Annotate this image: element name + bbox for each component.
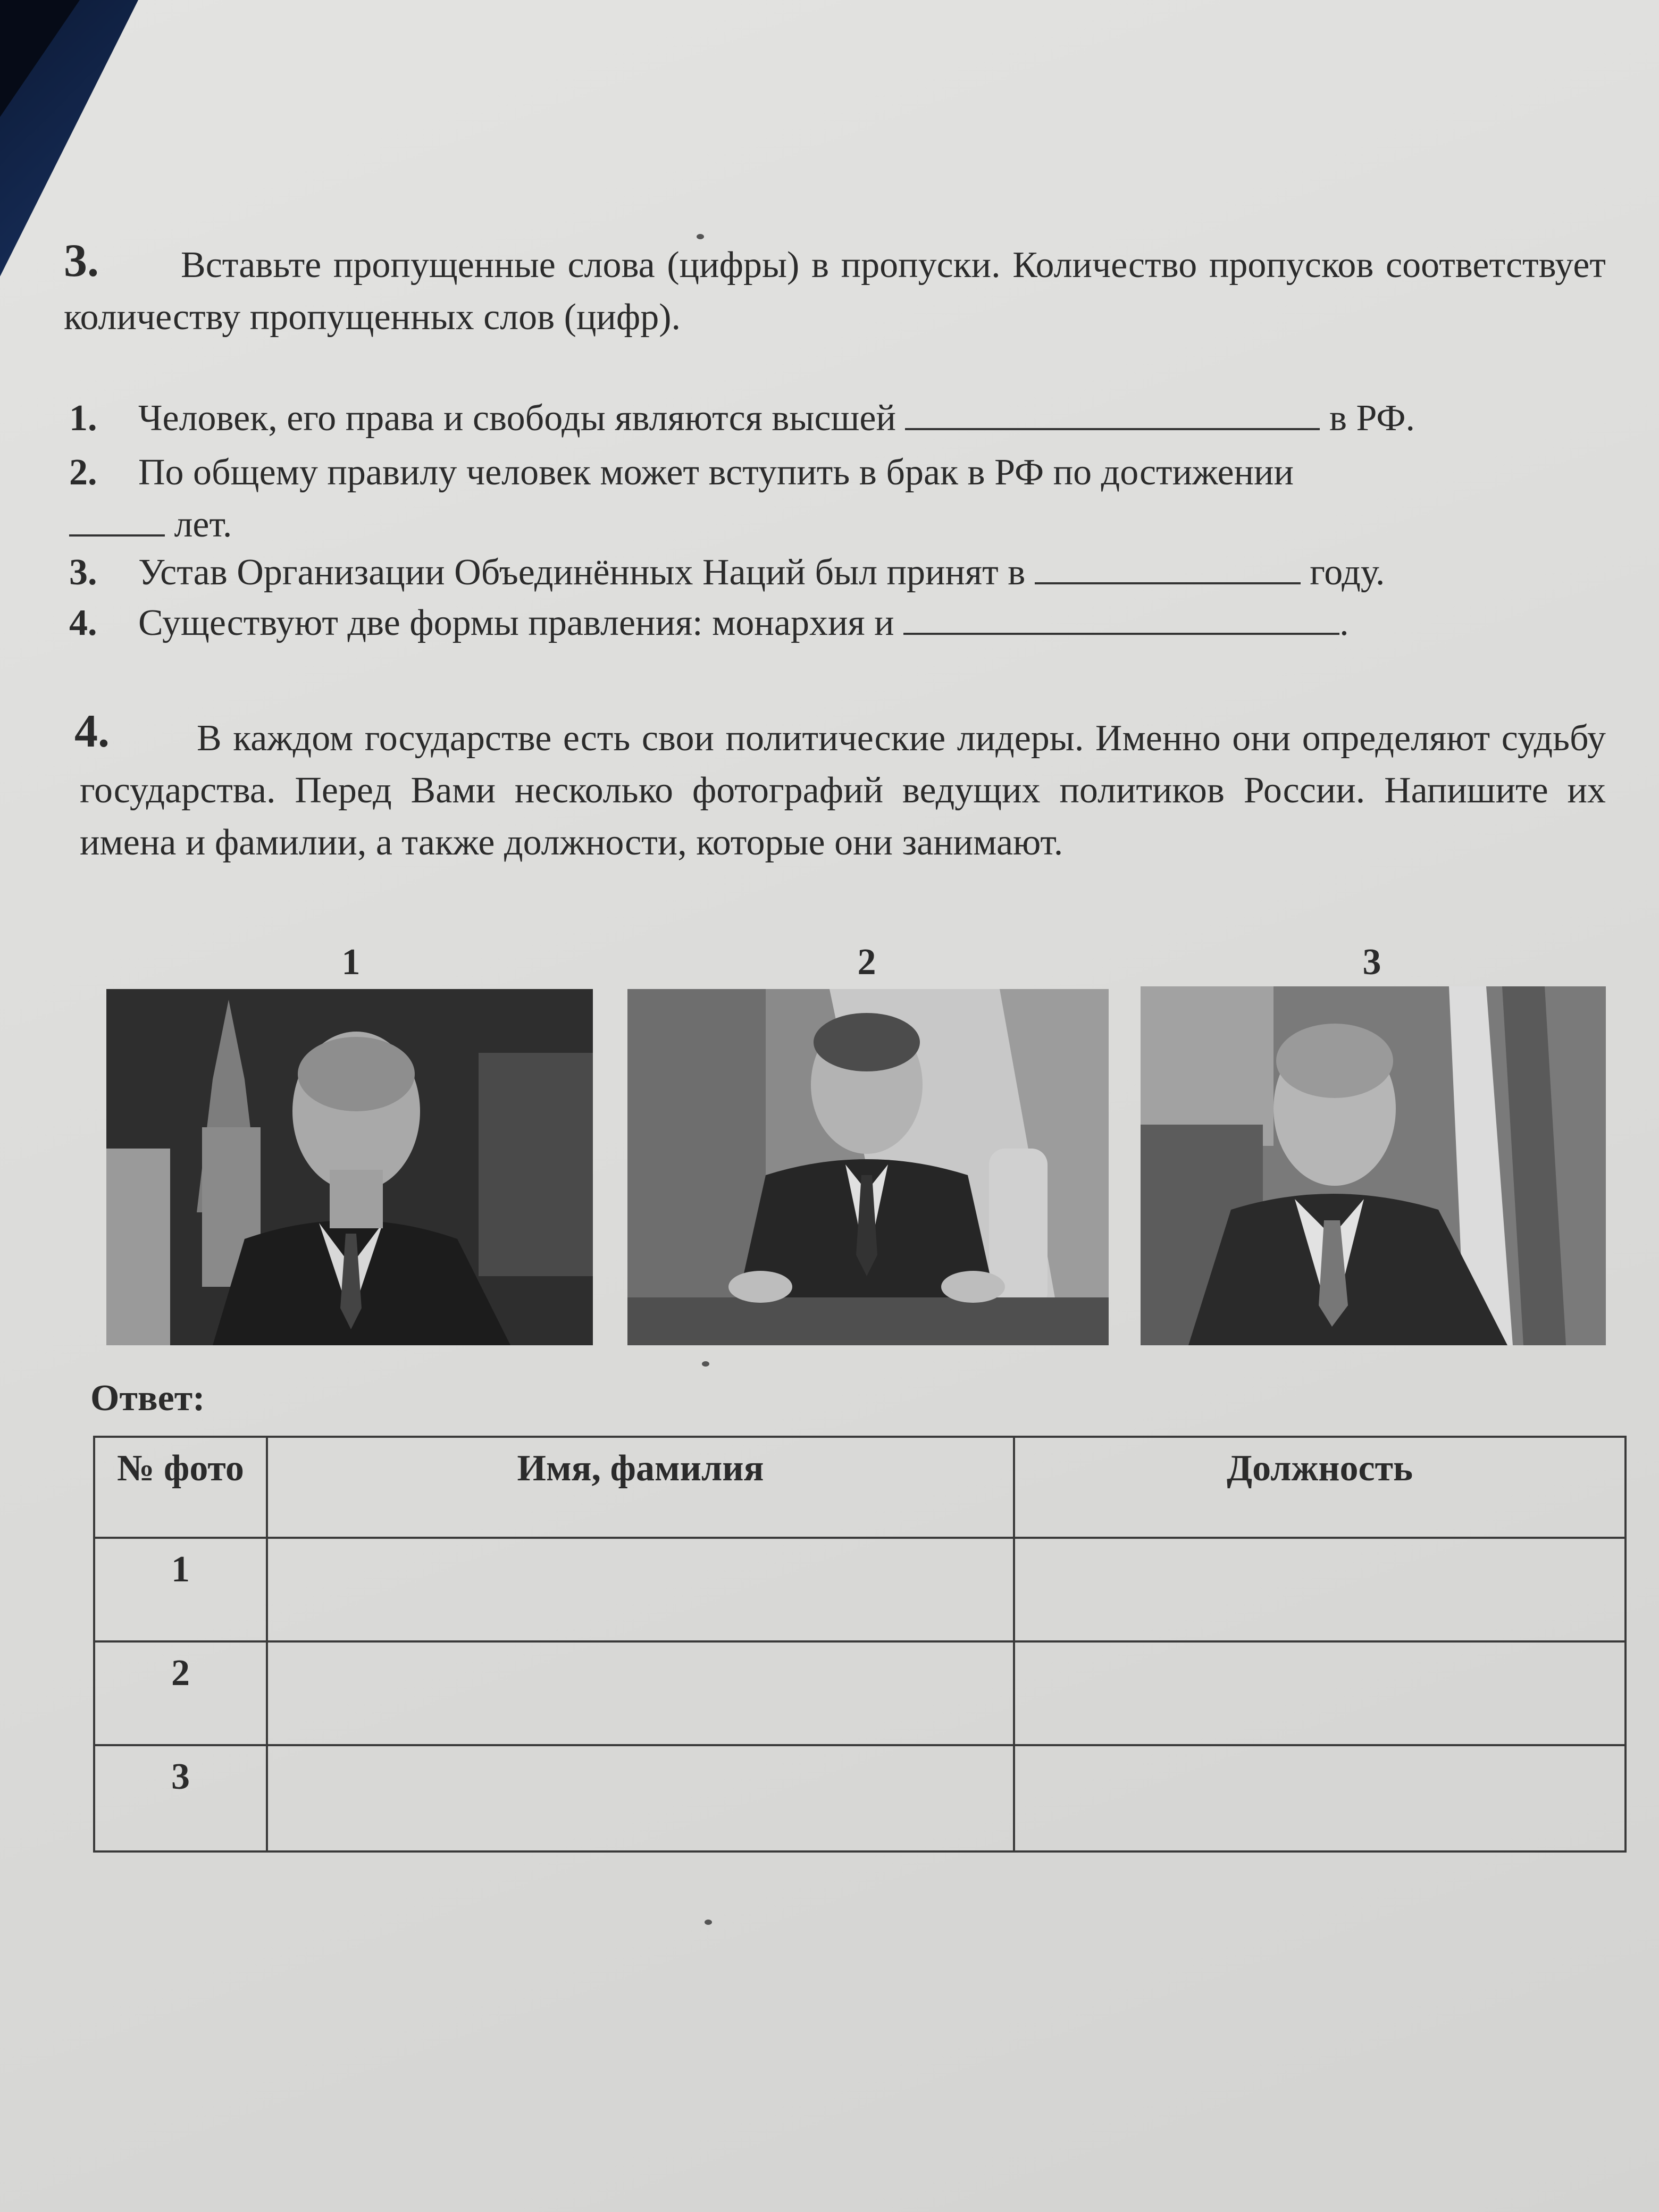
item-number: 3.	[69, 552, 97, 593]
item-number: 1.	[69, 398, 97, 439]
item-text: Устав Организации Объединённых Наций был принят в	[138, 552, 1026, 593]
politician-photo-3	[1141, 986, 1606, 1345]
politician-photo-1	[106, 989, 593, 1345]
paper-speck	[702, 1361, 709, 1367]
column-header-photo-number: № фото	[94, 1437, 267, 1538]
paper-speck	[697, 234, 704, 239]
item-number: 4.	[69, 602, 97, 643]
table-row	[94, 1538, 1626, 1641]
name-cell[interactable]	[267, 1745, 1014, 1851]
answer-blank[interactable]	[903, 601, 1339, 635]
task3-instruction: Вставьте пропущенные слова (цифры) в пропуски. Количество пропусков соответствует количеству пропущенных слов (цифр).	[64, 245, 1606, 338]
answer-blank[interactable]	[905, 396, 1320, 430]
item-text-after: лет.	[174, 504, 232, 545]
answer-label: Ответ:	[90, 1378, 205, 1419]
item-text-after: году.	[1310, 552, 1385, 593]
position-cell[interactable]	[1014, 1538, 1626, 1641]
row-number: 2	[94, 1641, 267, 1745]
item-text-after: в РФ.	[1329, 398, 1415, 439]
task3-number: 3.	[64, 235, 99, 287]
politician-photo-2	[627, 989, 1109, 1345]
position-cell[interactable]	[1014, 1745, 1626, 1851]
photo-label-2: 2	[857, 942, 876, 983]
answer-table	[93, 1436, 1627, 1853]
answer-blank[interactable]	[1035, 550, 1301, 584]
item-text: Человек, его права и свободы являются высшей	[138, 398, 896, 439]
task3-item-2	[69, 447, 1601, 551]
item-text: Существуют две формы правления: монархия и	[138, 602, 894, 643]
photo-label-1: 1	[341, 942, 361, 983]
photo-label-3: 3	[1362, 942, 1381, 983]
task4-instruction: В каждом государстве есть свои политические лидеры. Именно они определяют судьбу государства. Перед Вами несколько фотографий ведущих политиков России. Напишите их имена и фамилии, а также должности, которые они занимают.	[80, 718, 1606, 863]
task3-item-3	[69, 550, 1385, 594]
name-cell[interactable]	[267, 1538, 1014, 1641]
item-text-after: .	[1339, 602, 1349, 643]
table-header-row	[94, 1437, 1626, 1538]
answer-blank[interactable]	[69, 502, 165, 537]
item-text: По общему правилу человек может вступить в брак в РФ по достижении	[138, 452, 1294, 493]
row-number: 1	[94, 1538, 267, 1641]
position-cell[interactable]	[1014, 1641, 1626, 1745]
name-cell[interactable]	[267, 1641, 1014, 1745]
item-number: 2.	[69, 452, 97, 493]
task3-item-4	[69, 601, 1349, 644]
task3-item-1	[69, 396, 1415, 440]
paper-speck	[705, 1920, 712, 1925]
task4-number: 4.	[74, 706, 110, 757]
column-header-position: Должность	[1014, 1437, 1626, 1538]
table-row	[94, 1745, 1626, 1851]
row-number: 3	[94, 1745, 267, 1851]
table-row	[94, 1641, 1626, 1745]
column-header-name: Имя, фамилия	[267, 1437, 1014, 1538]
